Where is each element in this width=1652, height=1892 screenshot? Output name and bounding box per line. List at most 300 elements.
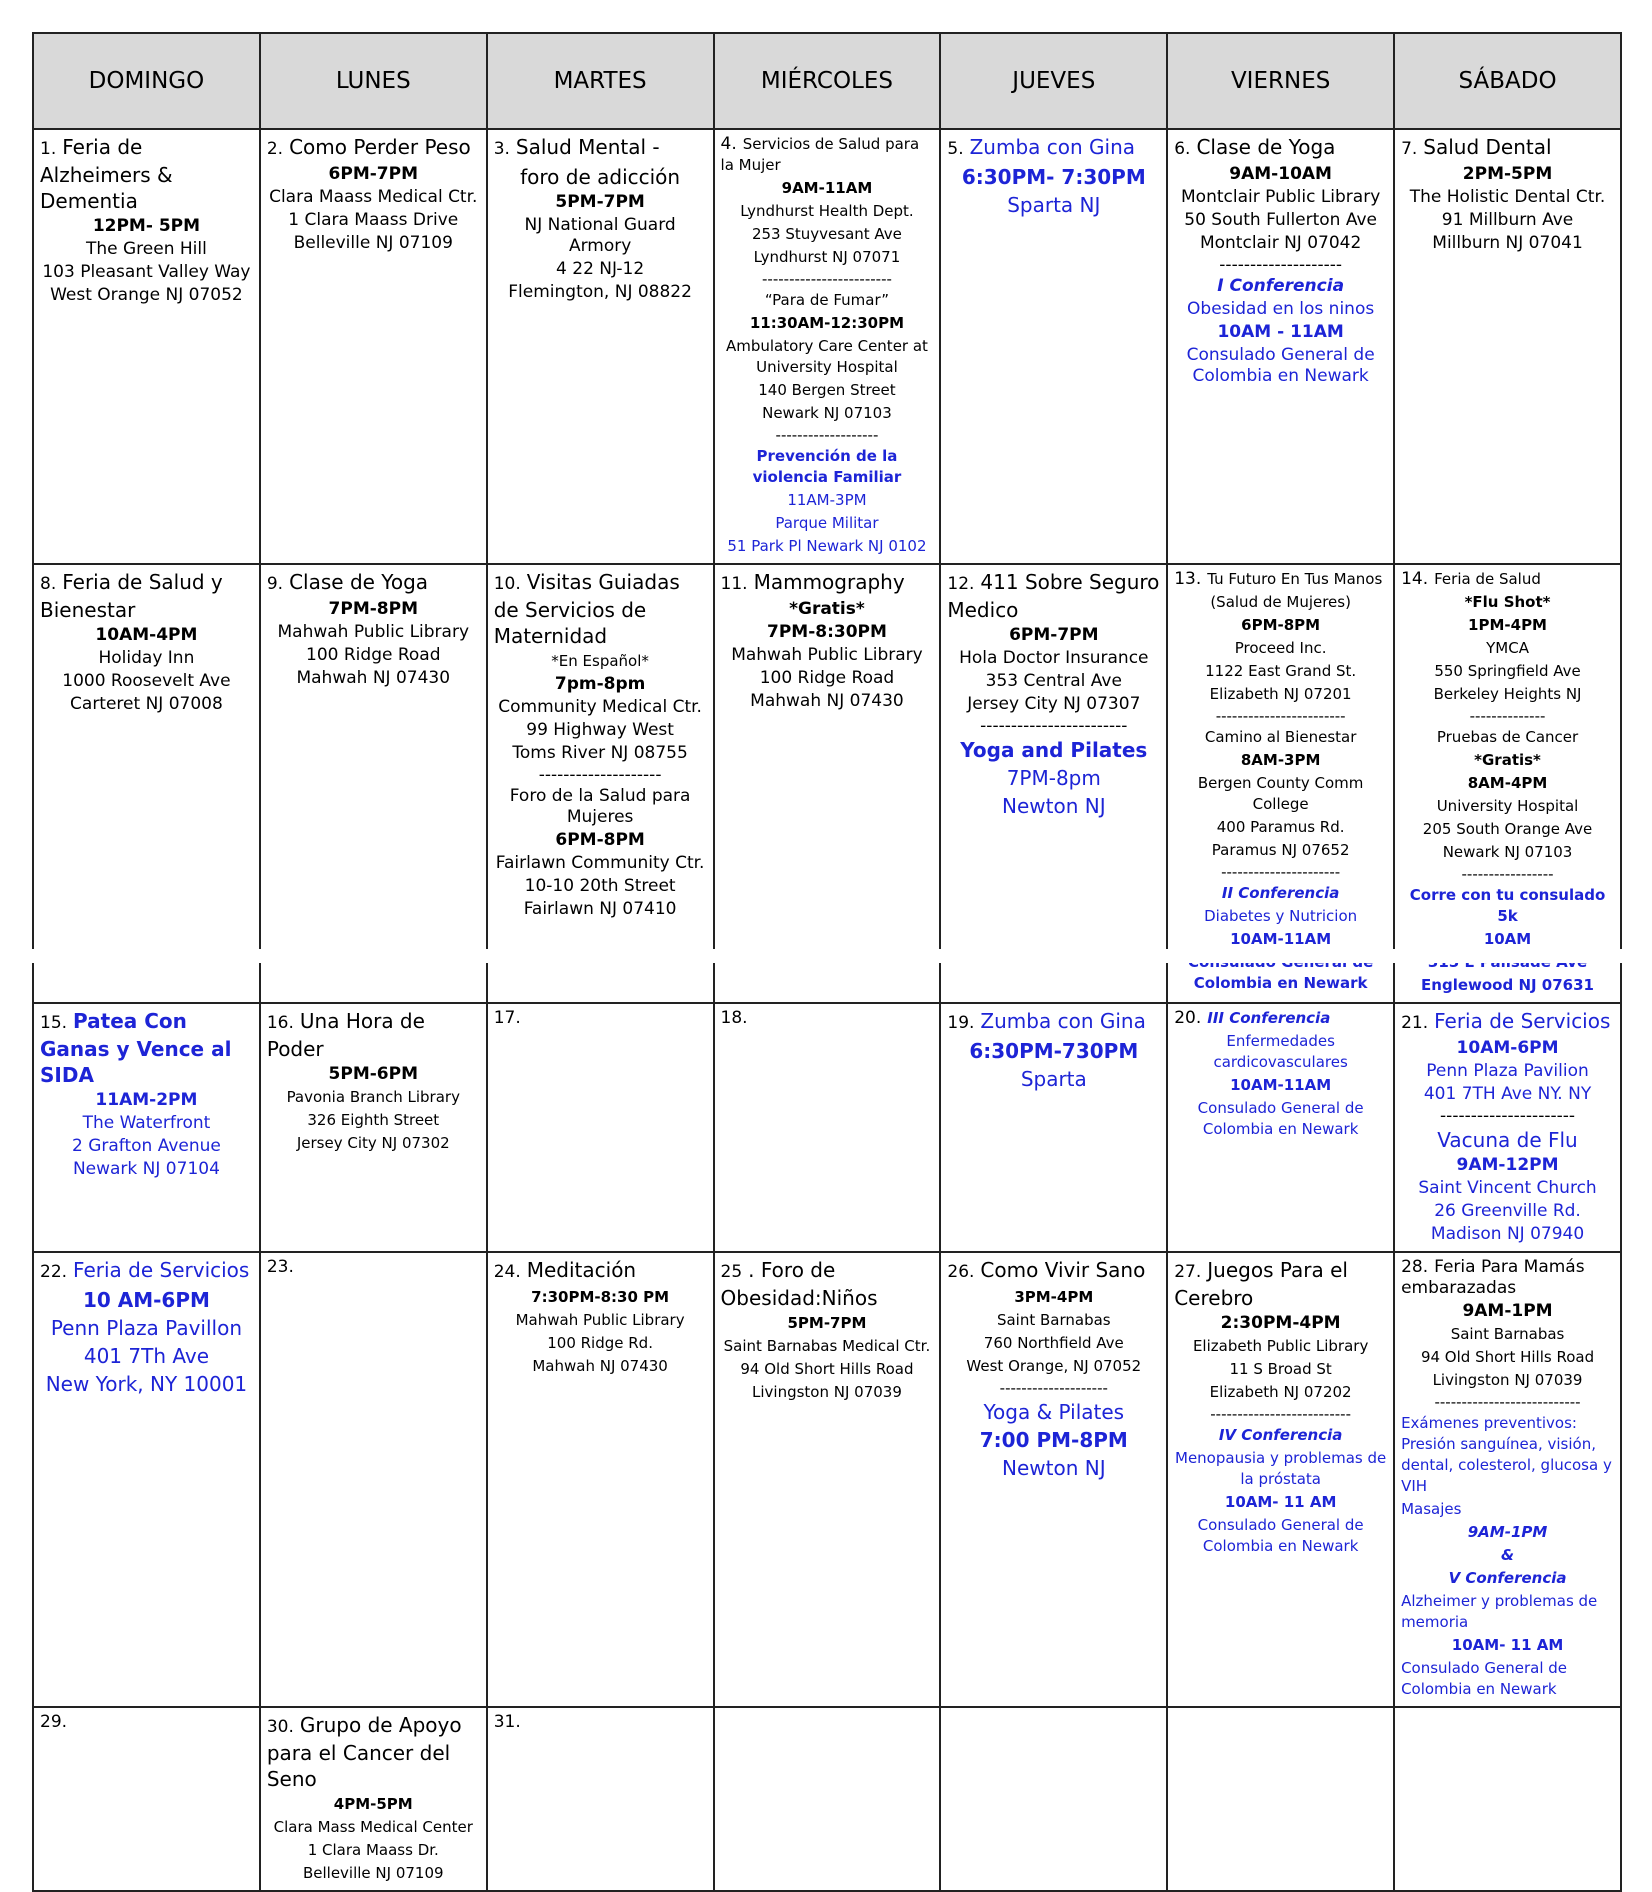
event-text: 7PM-8:30PM [766,622,887,642]
event-line [1401,1591,1614,1633]
event-text: New York, NY 10001 [45,1372,248,1396]
event-text: Yoga & Pilates [983,1400,1125,1424]
event-line [1174,1448,1387,1490]
event-line [494,786,707,828]
event-line [1174,569,1387,590]
event-text: Berkeley Heights NJ [1433,685,1582,703]
event-text: Feria de Alzheimers & Dementia [40,135,173,213]
event-text: 11AM-3PM [787,491,867,509]
event-line [1174,817,1387,838]
event-line [1174,750,1387,771]
event-text: Consulado General de Colombia en Newark [1197,1516,1364,1555]
event-text: ----------------- [1461,865,1554,883]
event-text: YMCA [1486,639,1529,657]
event-text: 7PM-8PM [328,599,418,619]
separator-line [947,717,1160,735]
day-number: 25 [720,1262,743,1282]
event-text: *Gratis* [1474,751,1541,769]
event-text: Jersey City NJ 07307 [967,694,1141,714]
event-line [267,599,480,620]
event-line [1401,975,1614,996]
event-line [1174,1031,1387,1073]
event-text: 1 Clara Maass Drive [288,210,459,230]
event-line [1401,638,1614,659]
event-text: Consulado General de Colombia en Newark [1186,345,1375,386]
event-text: 100 Ridge Rd. [547,1334,653,1352]
event-text: Lyndhurst NJ 07071 [753,248,901,266]
event-text: Saint Barnabas [1450,1325,1565,1343]
event-line [1401,1568,1614,1589]
event-text: Feria Para Mamás embarazadas [1401,1257,1585,1298]
event-line [267,187,480,208]
event-line [1174,773,1387,815]
event-text: Zumba con Gina [980,1009,1146,1033]
event-text: Proceed Inc. [1234,639,1327,657]
header-viernes: VIERNES [1167,33,1394,129]
event-text: Mahwah Public Library [277,622,470,642]
event-text: 50 South Fullerton Ave [1184,210,1378,230]
event-text: 6PM-8PM [1241,616,1321,634]
event-line [947,1333,1160,1354]
event-text: 5PM-7PM [555,192,645,212]
event-text: 1 Clara Maass Dr. [307,1841,439,1859]
event-line [267,233,480,254]
event-text: Hola Doctor Insurance [959,648,1149,668]
event-text: 401 7Th Ave [83,1344,209,1368]
event-text: I Conferencia [1217,276,1345,296]
event-line [721,513,934,534]
event-line [1174,1008,1387,1029]
event-text: 10AM-6PM [1456,1038,1559,1058]
weekday-header-row [33,33,1621,129]
event-line [1174,322,1387,343]
day-cell [487,1252,714,1707]
event-line [494,569,707,649]
event-line [1401,842,1614,863]
event-text: 10AM-11AM [1230,930,1332,948]
header-miercoles: MIÉRCOLES [714,33,941,129]
event-line [947,1427,1160,1453]
event-text: Zumba con Gina [969,135,1136,159]
event-text: (Salud de Mujeres) [1210,593,1351,611]
day-number: 27. [1174,1262,1202,1282]
event-text: Pavonia Branch Library [286,1088,460,1106]
event-text: 6PM-8PM [555,830,645,850]
event-line [721,201,934,222]
event-text: -------------------- [999,1379,1108,1397]
event-text: 401 7TH Ave NY. NY [1423,1084,1592,1104]
week-row [33,129,1621,564]
day-number: 18. [720,1008,748,1028]
event-text: 99 Highway West [526,720,674,740]
day-number: 22. [40,1262,68,1282]
event-text: Grupo de Apoyo para el Cancer del Seno [266,1713,462,1791]
event-line [721,668,934,689]
event-text: 7:30PM-8:30 PM [531,1288,670,1306]
event-text: Feria de Servicios [1434,1009,1611,1033]
event-line [947,1455,1160,1481]
day-cell [260,1707,487,1891]
event-line [40,1008,253,1088]
event-line [1174,1492,1387,1513]
day-cell [33,564,260,1003]
day-number: 31. [493,1712,521,1732]
event-line [267,1712,480,1792]
event-line [494,651,707,672]
event-text: *En Español* [551,652,649,670]
day-number: 20. [1174,1008,1202,1028]
event-text: ------------------------ [762,270,892,288]
event-text: Mahwah Public Library [515,1311,685,1329]
week-row [33,564,1621,1003]
day-number: 26. [947,1262,975,1282]
day-cell [1394,1003,1621,1252]
event-text: --------------------------- [1434,1393,1581,1411]
event-text: Foro de la Salud para Mujeres [509,786,691,827]
event-line [721,1257,934,1311]
event-text: University Hospital [1436,797,1579,815]
event-text: *Flu Shot* [1464,593,1551,611]
event-text: Saint Barnabas Medical Ctr. [723,1337,931,1355]
day-cell [260,1003,487,1252]
event-text: Mahwah NJ 07430 [296,668,451,688]
day-number: 19. [947,1013,975,1033]
event-line [494,743,707,764]
event-text: 1PM-4PM [1468,616,1547,634]
event-line [1401,569,1614,590]
day-cell [33,1707,260,1891]
event-text: Exámenes preventivos: Presión sanguínea, visión, dental, colesterol, glucosa y VIH [1401,1414,1612,1495]
event-text: 9AM-1PM [1467,1523,1548,1541]
event-text: Carteret NJ 07008 [70,694,223,714]
event-line [721,622,934,643]
event-line [1174,1425,1387,1446]
separator-line [1174,863,1387,881]
day-cell [487,1003,714,1252]
event-text: V Conferencia [1448,1569,1567,1587]
event-line [40,648,253,669]
header-sabado: SÁBADO [1394,33,1621,129]
event-text: 411 Sobre Seguro Medico [947,570,1160,622]
event-line [40,239,253,260]
event-line [40,134,253,214]
event-text: Montclair NJ 07042 [1199,233,1362,253]
event-text: Prevención de la violencia Familiar [752,447,902,486]
event-line [494,192,707,213]
event-text: 10 AM-6PM [82,1288,210,1312]
event-text: *Gratis* [789,599,865,619]
event-text: ---------------------- [1221,863,1341,881]
event-text: 8AM-4PM [1467,774,1548,792]
event-text: 11:30AM-12:30PM [749,314,905,332]
event-text: Salud Dental [1423,135,1552,159]
separator-line [1174,707,1387,725]
day-cell [260,1252,487,1707]
event-text: 94 Old Short Hills Road [1420,1348,1595,1366]
day-number: 8. [40,574,57,594]
event-text: Newark NJ 07104 [72,1159,220,1179]
header-lunes: LUNES [260,33,487,129]
event-line [40,216,253,237]
day-number: 2. [266,139,284,159]
event-text: ------------------------ [980,717,1128,735]
event-line [721,536,934,557]
day-cell [1167,129,1394,564]
event-text: & [1500,1546,1515,1564]
event-text: 10-10 20th Street [524,876,676,896]
header-martes: MARTES [487,33,714,129]
event-line [1401,187,1614,208]
event-line [1174,1359,1387,1380]
day-number: 12. [947,574,975,594]
event-text: “Para de Fumar” [764,291,890,309]
event-line [1174,684,1387,705]
event-line [1401,684,1614,705]
event-text: Clase de Yoga [289,570,429,594]
event-text: 10AM-4PM [95,625,198,645]
event-line [267,134,480,162]
event-line [947,569,1160,623]
day-number: 1. [40,139,57,159]
event-text: 6PM-7PM [328,164,418,184]
event-text: Elizabeth NJ 07202 [1209,1383,1352,1401]
event-line [1174,1075,1387,1096]
event-line [267,1133,480,1154]
event-text: 2 Grafton Avenue [71,1136,221,1156]
week-row [33,1003,1621,1252]
event-line [1401,1413,1614,1497]
day-number: 16. [266,1013,294,1033]
day-number: 3. [493,139,510,159]
event-line [721,1382,934,1403]
event-line [721,134,934,176]
event-line [40,1371,253,1397]
event-line [1401,615,1614,636]
event-text: Elizabeth Public Library [1192,1337,1369,1355]
event-text: Colombia en Newark [1193,974,1368,992]
event-line [947,134,1160,162]
header-jueves: JUEVES [940,33,1167,129]
event-line [721,645,934,666]
event-text: 6:30PM-730PM [969,1039,1139,1063]
day-cell [940,1252,1167,1707]
event-text: Como Perder Peso [289,135,471,159]
event-text: 9AM-12PM [1456,1155,1559,1175]
event-line [1174,638,1387,659]
event-text: 140 Bergen Street [758,381,896,399]
day-number: 15. [40,1013,68,1033]
event-line [40,1287,253,1313]
separator-line [1401,1393,1614,1411]
event-line [1401,233,1614,254]
event-line [721,290,934,311]
event-text: Vacuna de Flu [1437,1128,1578,1152]
event-line [721,313,934,334]
event-text: 9AM-10AM [1229,164,1332,184]
event-text: Saint Vincent Church [1418,1178,1597,1198]
event-text: Flemington, NJ 08822 [508,282,692,302]
event-text: Diabetes y Nutricion [1204,907,1358,925]
event-line [721,1313,934,1334]
event-line [947,694,1160,715]
event-line [721,569,934,597]
event-text: Montclair Public Library [1181,187,1381,207]
event-text: Visitas Guiadas de Servicios de Maternidad [493,570,680,648]
event-text: Juegos Para el Cerebro [1174,1258,1348,1310]
separator-line [721,270,934,288]
event-text: Meditación [526,1258,637,1282]
event-text: 326 Eighth Street [307,1111,440,1129]
day-cell [1394,129,1621,564]
event-line [1401,164,1614,185]
event-text: 1000 Roosevelt Ave [62,671,231,691]
week-row [33,1252,1621,1707]
event-text: Lyndhurst Health Dept. [740,202,914,220]
day-cell [940,1003,1167,1252]
separator-line [1401,865,1614,883]
event-line [40,285,253,306]
event-line [1174,164,1387,185]
event-text: West Orange NJ 07052 [50,285,243,305]
event-line [1174,615,1387,636]
event-text: 2:30PM-4PM [1220,1313,1341,1333]
event-text: Pruebas de Cancer [1436,728,1579,746]
event-line [1174,661,1387,682]
day-number: 13. [1174,569,1202,589]
separator-line [1174,1405,1387,1423]
day-number: 30. [266,1717,294,1737]
event-text: 6:30PM- 7:30PM [961,165,1146,189]
event-text: 8AM-3PM [1240,751,1321,769]
event-text: Fairlawn NJ 07410 [523,899,677,919]
event-text: Livingston NJ 07039 [1432,1371,1583,1389]
separator-line [494,766,707,784]
event-line [40,1113,253,1134]
event-text: Penn Plaza Pavillon [50,1316,243,1340]
event-line [1401,1155,1614,1176]
day-number: 4. [720,134,737,154]
event-text: -------------------- [1219,256,1342,274]
event-line [1174,187,1387,208]
event-text: Consulado General de Colombia en Newark [1197,1099,1364,1138]
event-text: Masajes [1401,1500,1462,1518]
event-line [721,224,934,245]
event-text: 9AM-1PM [1462,1301,1553,1321]
event-line [494,853,707,874]
event-line [1174,134,1387,162]
event-line [1174,276,1387,297]
event-line [947,164,1160,190]
event-line [40,1159,253,1180]
event-text: 4 22 NJ-12 [556,259,645,279]
day-cell [714,564,941,1003]
event-text: 12PM- 5PM [92,216,201,236]
event-line [721,380,934,401]
event-text: Toms River NJ 08755 [512,743,688,763]
day-cell [714,1003,941,1252]
event-text: Ambulatory Care Center at University Hospital [725,337,928,376]
event-text: Newark NJ 07103 [762,404,892,422]
event-text: 10AM- 11 AM [1224,1493,1337,1511]
event-line [494,899,707,920]
event-line [1401,727,1614,748]
calendar-body [33,129,1621,1891]
event-line [494,674,707,695]
event-line [267,1794,480,1815]
event-text: 7PM-8pm [1006,766,1101,790]
event-line [947,1310,1160,1331]
day-cell [260,129,487,564]
event-line [267,1110,480,1131]
event-text: 760 Northfield Ave [983,1334,1124,1352]
event-line [1401,134,1614,162]
event-text: Alzheimer y problemas de memoria [1401,1592,1598,1631]
event-line [494,215,707,257]
event-text: ------------------- [775,426,879,444]
event-text: Belleville NJ 07109 [302,1864,444,1882]
event-line [721,336,934,378]
event-text: West Orange, NJ 07052 [966,1357,1142,1375]
event-line [494,259,707,280]
day-cell [940,1707,1167,1891]
event-text: 11 S Broad St [1229,1360,1332,1378]
event-text: Feria de Servicios [73,1258,250,1282]
event-line [494,1287,707,1308]
event-text: The Green Hill [85,239,207,259]
event-text: The Holistic Dental Ctr. [1409,187,1606,207]
event-text: Belleville NJ 07109 [293,233,453,253]
event-line [40,1343,253,1369]
event-line [1401,819,1614,840]
event-text: Mammography [753,570,905,594]
event-text: 1122 East Grand St. [1205,662,1357,680]
event-text: 51 Park Pl Newark NJ 0102 [727,537,927,555]
event-line [494,697,707,718]
event-line [1401,661,1614,682]
event-text: Paramus NJ 07652 [1211,841,1350,859]
event-text: Consulado General de Colombia en Newark [1401,1659,1567,1698]
event-text: 7pm-8pm [554,674,646,694]
row-gap [30,949,1624,963]
event-text: Feria de Salud [1434,570,1541,588]
event-line [1174,345,1387,387]
event-text: . Foro de Obesidad:Niños [720,1258,878,1310]
day-cell [260,564,487,1003]
event-line [947,1287,1160,1308]
event-line [267,1087,480,1108]
event-line [721,490,934,511]
event-text: 2PM-5PM [1462,164,1553,184]
event-text: 9AM-11AM [781,179,873,197]
event-text: Patea Con Ganas y Vence al SIDA [40,1009,232,1087]
event-text: -------------------------- [1210,1405,1351,1423]
day-cell [33,1003,260,1252]
event-text: 253 Stuyvesant Ave [751,225,902,243]
event-line [1174,1515,1387,1557]
event-text: -------------------- [538,766,662,784]
event-text: 10AM [1483,930,1532,948]
event-line [721,446,934,488]
day-cell [487,564,714,1003]
event-line [1401,1178,1614,1199]
day-cell [1167,1003,1394,1252]
event-line [494,1310,707,1331]
event-line [947,765,1160,791]
event-text: Jersey City NJ 07302 [296,1134,450,1152]
event-text: 100 Ridge Road [759,668,895,688]
event-line [947,1356,1160,1377]
event-line [721,599,934,620]
